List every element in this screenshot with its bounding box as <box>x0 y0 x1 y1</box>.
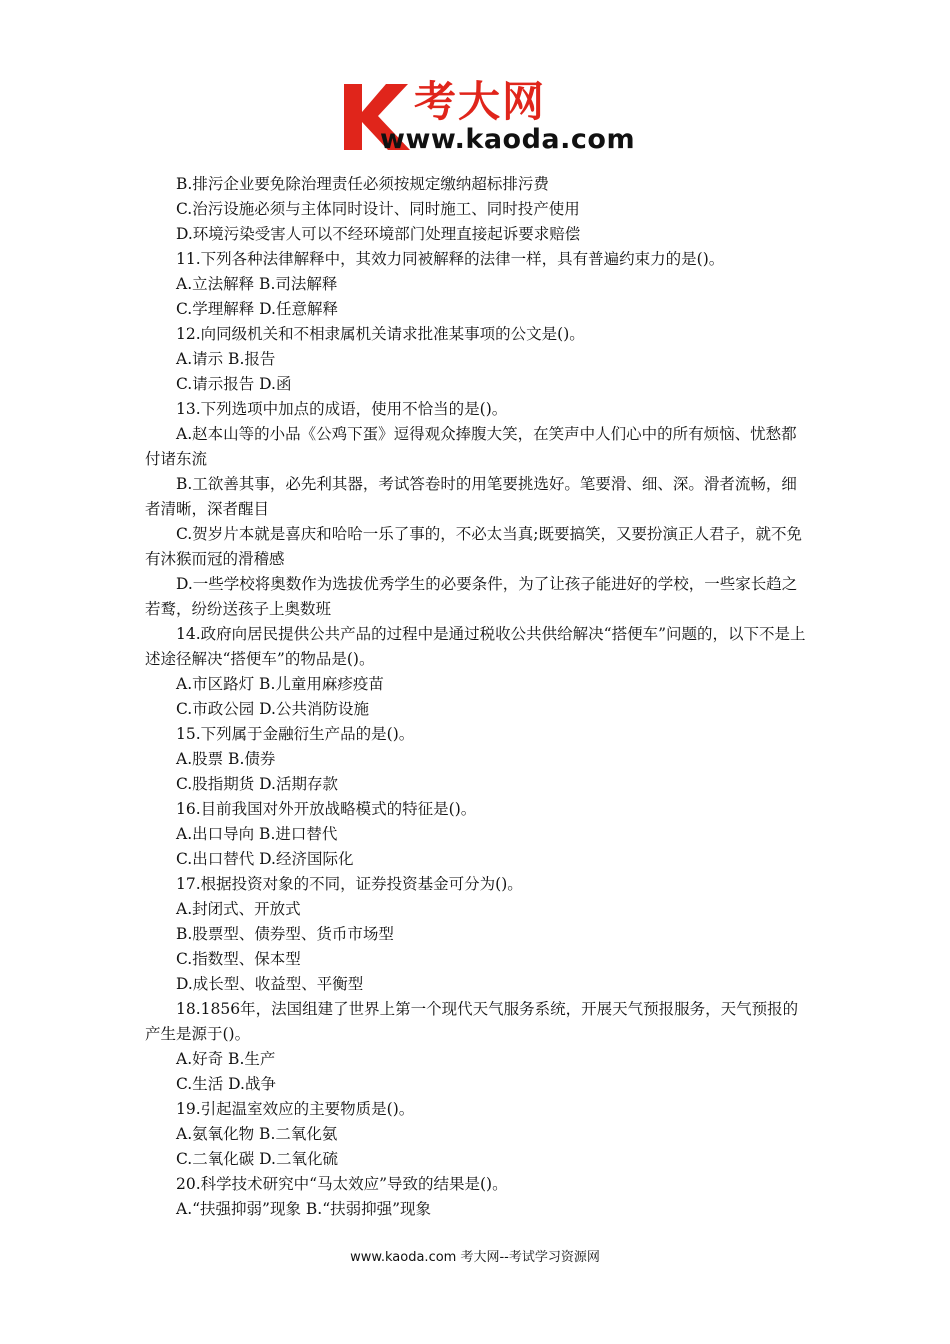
page-footer[interactable]: www.kaoda.com 考大网--考试学习资源网 <box>350 1250 600 1265</box>
option-line: C.出口替代 D.经济国际化 <box>176 850 354 868</box>
logo-chinese-text: 考大网 <box>414 77 547 126</box>
option-line: C.指数型、保本型 <box>176 950 301 968</box>
option-line: D.一些学校将奥数作为选拔优秀学生的必要条件，为了让孩子能进好的学校，一些家长趋之若鹜，纷纷送孩子上奥数班 <box>145 575 798 618</box>
question-20: 20.科学技术研究中“马太效应”导致的结果是()。 <box>176 1175 508 1193</box>
text-line: B.排污企业要免除治理责任必须按规定缴纳超标排污费 <box>176 175 549 193</box>
option-line: C.二氧化碳 D.二氧化硫 <box>176 1150 338 1168</box>
question-19: 19.引起温室效应的主要物质是()。 <box>176 1100 415 1118</box>
question-15: 15.下列属于金融衍生产品的是()。 <box>176 725 415 743</box>
text-line: C.治污设施必须与主体同时设计、同时施工、同时投产使用 <box>176 200 580 218</box>
document-body <box>145 172 810 1222</box>
question-14: 14.政府向居民提供公共产品的过程中是通过税收公共供给解决“搭便车”问题的，以下不是上述途径解决“搭便车”的物品是()。 <box>145 625 806 668</box>
option-line: C.学理解释 D.任意解释 <box>176 300 338 318</box>
option-line: A.立法解释 B.司法解释 <box>176 275 338 293</box>
question-13: 13.下列选项中加点的成语，使用不恰当的是()。 <box>176 400 508 418</box>
option-line: C.生活 D.战争 <box>176 1075 276 1093</box>
question-12: 12.向同级机关和不相隶属机关请求批准某事项的公文是()。 <box>176 325 585 343</box>
option-line: A.好奇 B.生产 <box>176 1050 276 1068</box>
logo-url-text: www.kaoda.com <box>380 124 636 155</box>
site-logo[interactable] <box>340 78 660 158</box>
option-line: C.市政公园 D.公共消防设施 <box>176 700 369 718</box>
option-line: A.股票 B.债券 <box>176 750 276 768</box>
option-line: D.成长型、收益型、平衡型 <box>176 975 364 993</box>
option-line: B.股票型、债券型、货币市场型 <box>176 925 394 943</box>
option-line: B.工欲善其事，必先利其器，考试答卷时的用笔要挑选好。笔要滑、细、深。滑者流畅，细者清晰，深者醒目 <box>145 475 797 518</box>
question-11: 11.下列各种法律解释中，其效力同被解释的法律一样，具有普遍约束力的是()。 <box>176 250 725 268</box>
option-line: A.赵本山等的小品《公鸡下蛋》逗得观众捧腹大笑，在笑声中人们心中的所有烦恼、忧愁都付诸东流 <box>145 425 797 468</box>
option-line: A.市区路灯 B.儿童用麻疹疫苗 <box>176 675 384 693</box>
option-line: C.贺岁片本就是喜庆和哈哈一乐了事的，不必太当真;既要搞笑，又要扮演正人君子，就不免有沐猴而冠的滑稽感 <box>145 525 802 568</box>
option-line: C.请示报告 D.函 <box>176 375 292 393</box>
option-line: C.股指期货 D.活期存款 <box>176 775 338 793</box>
option-line: A.出口导向 B.进口替代 <box>176 825 338 843</box>
option-line: A.“扶强抑弱”现象 B.“扶弱抑强”现象 <box>176 1200 432 1218</box>
option-line: A.封闭式、开放式 <box>176 900 301 918</box>
question-17: 17.根据投资对象的不同，证券投资基金可分为()。 <box>176 875 523 893</box>
question-18: 18.1856年，法国组建了世界上第一个现代天气服务系统，开展天气预报服务，天气预报的产生是源于()。 <box>145 1000 799 1043</box>
question-16: 16.目前我国对外开放战略模式的特征是()。 <box>176 800 477 818</box>
option-line: A.请示 B.报告 <box>176 350 276 368</box>
option-line: A.氨氧化物 B.二氧化氨 <box>176 1125 338 1143</box>
text-line: D.环境污染受害人可以不经环境部门处理直接起诉要求赔偿 <box>176 225 581 243</box>
